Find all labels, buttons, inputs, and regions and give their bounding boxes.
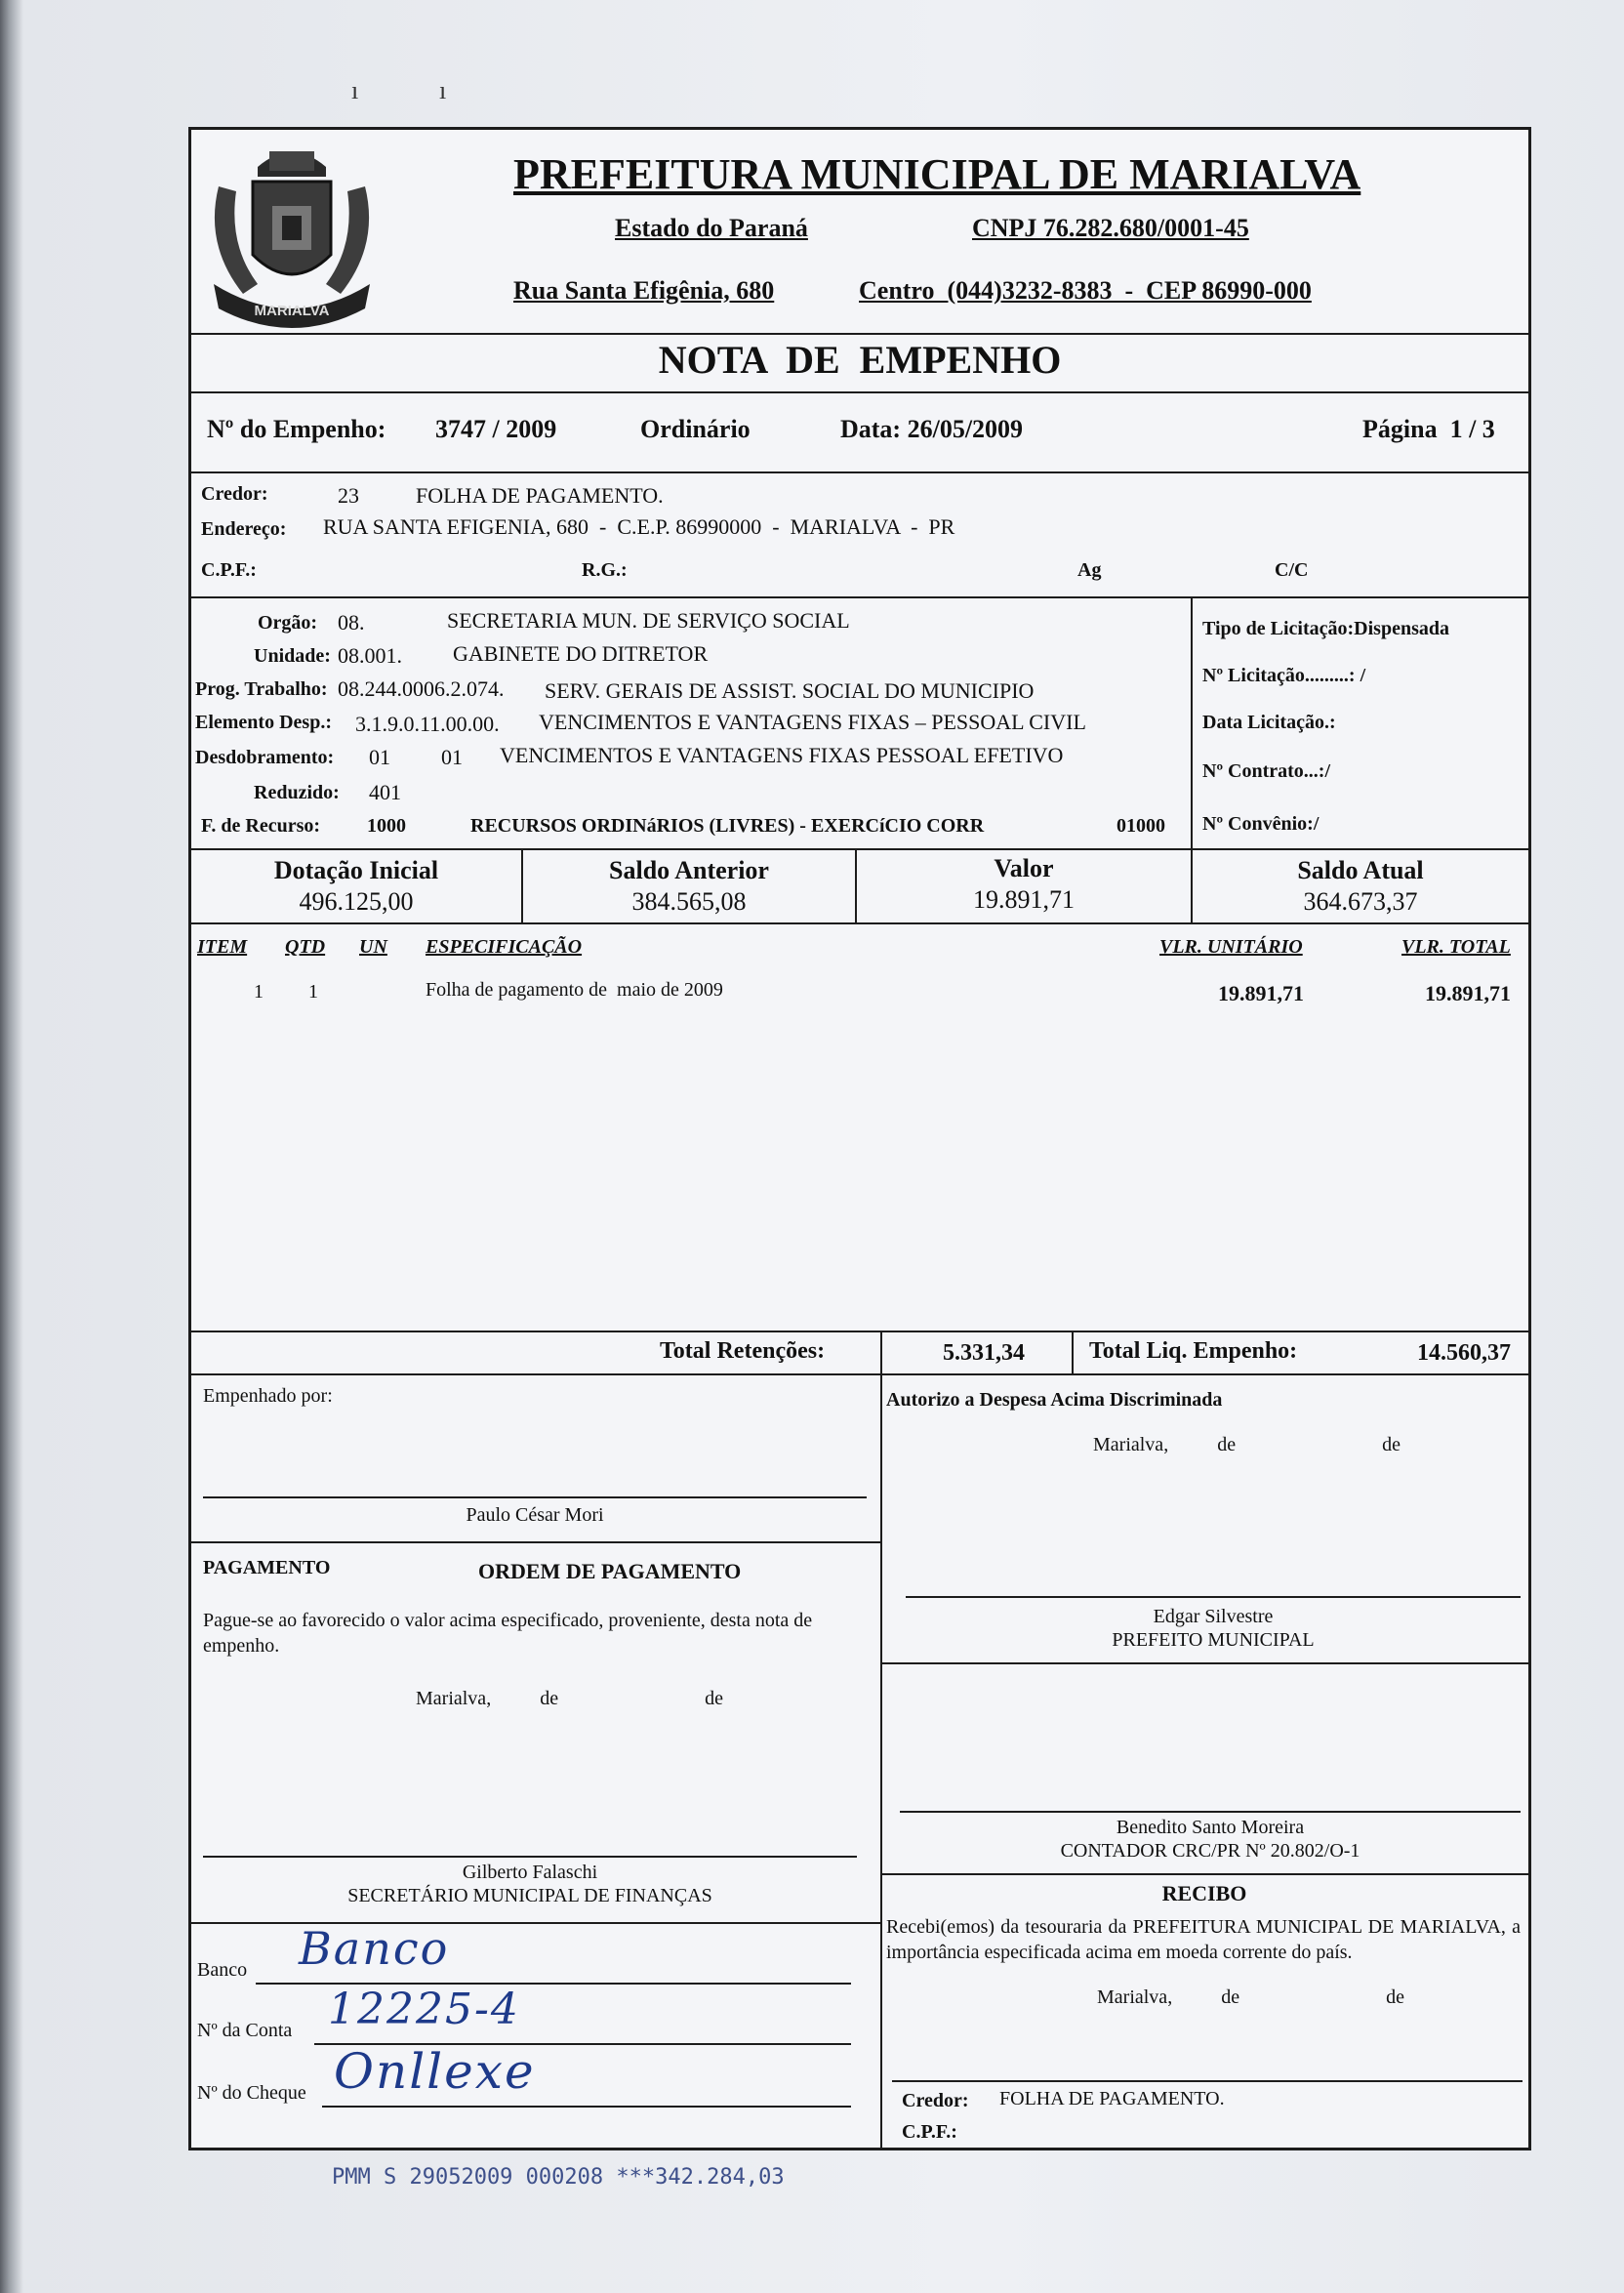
unidade-code: 08.001. [338, 643, 402, 668]
recurso-name: RECURSOS ORDINáRIOS (LIVRES) - EXERCíCIO CORR [470, 815, 985, 837]
recurso-code2: 01000 [1116, 815, 1165, 837]
valor-value: 19.891,71 [973, 885, 1075, 914]
elemento-label: Elemento Desp.: [195, 712, 332, 733]
valor-label: Valor [994, 854, 1054, 882]
col-header-especificacao: ESPECIFICAÇÃO [426, 936, 583, 958]
saldo-anterior-label: Saldo Anterior [609, 856, 769, 884]
pagamento-text: Pague-se ao favorecido o valor acima especificado, proveniente, desta nota de empenho. [203, 1610, 813, 1657]
numero-convenio: Nº Convênio:/ [1202, 813, 1320, 835]
dotacao-value: 496.125,00 [299, 887, 414, 916]
secretario-name: Gilberto Falaschi [462, 1862, 598, 1883]
desdobramento-label: Desdobramento: [195, 747, 335, 768]
cpf-label: C.P.F.: [201, 559, 257, 581]
numero-licitacao: Nº Licitação.........: / [1202, 665, 1366, 686]
col-header-un: UN [359, 936, 387, 958]
address-label: Rua Santa Efigênia, 680 [513, 276, 775, 305]
col-header-item: ITEM [197, 936, 248, 958]
credor-name: FOLHA DE PAGAMENTO. [416, 483, 664, 508]
recibo-label: RECIBO [1161, 1881, 1247, 1905]
recibo-credor-label: Credor: [902, 2090, 969, 2111]
orgao-name: SECRETARIA MUN. DE SERVIÇO SOCIAL [447, 608, 850, 633]
col-header-qtd: QTD [285, 936, 326, 958]
rg-label: R.G.: [582, 559, 628, 581]
saldo-atual-label: Saldo Atual [1297, 856, 1424, 884]
scan-mark: ı [351, 76, 359, 104]
empenhado-signer: Paulo César Mori [466, 1504, 604, 1526]
dotacao-label: Dotação Inicial [273, 856, 439, 884]
empenho-number: 3747 / 2009 [435, 415, 557, 443]
pagamento-date-line: Marialva, de de [416, 1688, 723, 1709]
elemento-code: 3.1.9.0.11.00.00. [355, 712, 500, 736]
prefeito-role: PREFEITO MUNICIPAL [1112, 1629, 1315, 1651]
credor-code: 23 [338, 483, 359, 508]
empenhado-label: Empenhado por: [203, 1385, 333, 1407]
recibo-credor: FOLHA DE PAGAMENTO. [999, 2088, 1225, 2109]
item-total-value: 19.891,71 [1425, 981, 1511, 1005]
state-label: Estado do Paraná [615, 214, 808, 242]
item-unit-value: 19.891,71 [1218, 981, 1304, 1005]
crest-text: MARIALVA [254, 303, 330, 319]
elemento-name: VENCIMENTOS E VANTAGENS FIXAS – PESSOAL CIVIL [539, 710, 1086, 734]
recibo-text: Recebi(emos) da tesouraria da PREFEITURA MUNICIPAL DE MARIALVA, a importância especificada acima em moeda corrente do país. [886, 1916, 1521, 1963]
desdobramento-b: 01 [441, 745, 463, 769]
contador-name: Benedito Santo Moreira [1116, 1817, 1305, 1838]
autorizo-label: Autorizo a Despesa Acima Discriminada [886, 1389, 1223, 1411]
unidade-name: GABINETE DO DITRETOR [453, 641, 709, 666]
contact-label: Centro (044)3232-8383 - CEP 86990-000 [859, 276, 1312, 305]
saldo-anterior-value: 384.565,08 [631, 887, 747, 916]
secretario-role: SECRETÁRIO MUNICIPAL DE FINANÇAS [347, 1885, 712, 1906]
orgao-code: 08. [338, 610, 365, 635]
autorizo-date-line: Marialva, de de [1093, 1434, 1401, 1455]
ag-label: Ag [1077, 559, 1102, 581]
reduzido-value: 401 [369, 780, 401, 804]
banco-value: Banco [299, 1922, 450, 1975]
contador-role: CONTADOR CRC/PR Nº 20.802/O-1 [1060, 1840, 1360, 1862]
cc-label: C/C [1275, 559, 1309, 581]
document-title: NOTA DE EMPENHO [658, 338, 1062, 382]
item-number: 1 [254, 981, 264, 1003]
tipo-licitacao: Tipo de Licitação:Dispensada [1202, 618, 1449, 639]
municipal-crest-icon [199, 138, 385, 343]
data-licitacao: Data Licitação.: [1202, 712, 1336, 733]
cnpj-label: CNPJ 76.282.680/0001-45 [972, 214, 1249, 242]
unidade-label: Unidade: [254, 645, 331, 667]
numero-contrato: Nº Contrato...:/ [1202, 760, 1331, 782]
scan-mark: ı [439, 76, 447, 104]
item-qtd: 1 [308, 981, 318, 1003]
conta-value: 12225-4 [328, 1985, 520, 2034]
recurso-code: 1000 [367, 815, 406, 837]
liquido-value: 14.560,37 [1417, 1340, 1511, 1366]
retencoes-label: Total Retenções: [660, 1338, 826, 1364]
credor-label: Credor: [201, 483, 268, 505]
cheque-value: Onllexe [334, 2043, 536, 2100]
recibo-date-line: Marialva, de de [1097, 1986, 1404, 2008]
prog-code: 08.244.0006.2.074. [338, 676, 505, 701]
credor-address: RUA SANTA EFIGENIA, 680 - C.E.P. 86990000 - MARIALVA - PR [323, 514, 955, 539]
banco-label: Banco [197, 1959, 248, 1981]
nota-de-empenho-document [188, 127, 1531, 2150]
conta-label: Nº da Conta [197, 2020, 293, 2041]
col-header-vlr-unitario: VLR. UNITÁRIO [1159, 936, 1303, 958]
retencoes-value: 5.331,34 [943, 1340, 1025, 1366]
saldo-atual-value: 364.673,37 [1303, 887, 1418, 916]
endereco-label: Endereço: [201, 518, 287, 540]
cheque-label: Nº do Cheque [197, 2082, 306, 2104]
recurso-label: F. de Recurso: [201, 815, 321, 837]
empenho-number-label: Nº do Empenho: [207, 415, 386, 443]
recibo-cpf-label: C.P.F.: [902, 2121, 957, 2143]
prefeito-name: Edgar Silvestre [1153, 1606, 1274, 1627]
desdobramento-a: 01 [369, 745, 390, 769]
payment-stamp: PMM S 29052009 000208 ***342.284,03 [332, 2165, 785, 2190]
desdobramento-name: VENCIMENTOS E VANTAGENS FIXAS PESSOAL EFETIVO [500, 743, 1064, 767]
prog-label: Prog. Trabalho: [195, 678, 328, 700]
ordem-pagamento-label: ORDEM DE PAGAMENTO [478, 1559, 742, 1583]
pagamento-label: PAGAMENTO [203, 1557, 331, 1578]
col-header-vlr-total: VLR. TOTAL [1401, 936, 1511, 958]
prog-name: SERV. GERAIS DE ASSIST. SOCIAL DO MUNICIPIO [545, 678, 1035, 703]
reduzido-label: Reduzido: [254, 782, 340, 803]
liquido-label: Total Liq. Empenho: [1089, 1338, 1298, 1364]
empenho-type: Ordinário [640, 415, 751, 443]
orgao-label: Orgão: [258, 612, 318, 634]
page-number: Página 1 / 3 [1362, 415, 1495, 443]
empenho-date: Data: 26/05/2009 [840, 415, 1024, 443]
prefeitura-title: PREFEITURA MUNICIPAL DE MARIALVA [513, 150, 1361, 198]
item-spec: Folha de pagamento de maio de 2009 [426, 979, 723, 1001]
